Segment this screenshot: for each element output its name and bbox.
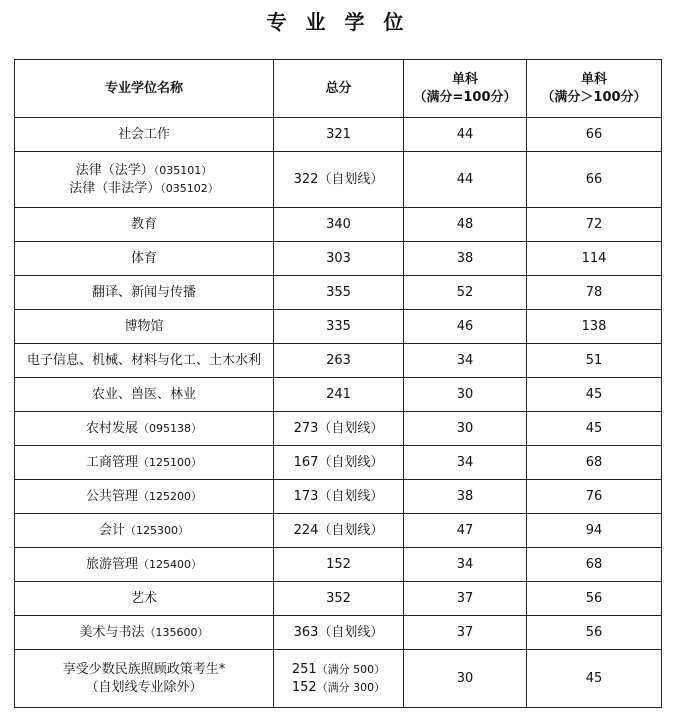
degree-name-cell	[15, 310, 274, 344]
degree-name: 公共管理	[85, 488, 138, 504]
single-100-cell: 44	[404, 152, 527, 208]
degree-name-cell	[15, 650, 274, 708]
total-note: （满分 300）	[316, 680, 386, 694]
degree-name: 法律（非法学）	[69, 180, 161, 196]
degree-name-line	[15, 180, 273, 198]
single-100-cell: 37	[404, 616, 527, 650]
total-note: （自划线）	[318, 171, 384, 187]
degree-code: （035102）	[160, 181, 219, 195]
total-score: 241	[326, 386, 351, 402]
single-gt100-cell: 56	[527, 616, 662, 650]
degree-name-cell	[15, 378, 274, 412]
single-gt100-cell: 68	[527, 548, 662, 582]
page-title: 专 业 学 位	[266, 10, 410, 34]
total-score: 352	[326, 590, 351, 606]
single-100-cell: 34	[404, 548, 527, 582]
single-100-cell: 38	[404, 480, 527, 514]
total-cell	[274, 152, 404, 208]
table-row	[15, 242, 662, 276]
degree-name-cell	[15, 548, 274, 582]
single-gt100-cell: 45	[527, 650, 662, 708]
degree-name-line	[15, 162, 273, 180]
degree-name: 农村发展	[85, 420, 138, 436]
degree-code: （125300）	[125, 523, 189, 537]
total-score: 173	[293, 488, 319, 504]
degree-code: （095138）	[138, 421, 202, 435]
total-line	[274, 661, 403, 679]
degree-name: 社会工作	[117, 126, 170, 142]
total-cell	[274, 242, 404, 276]
table-row	[15, 582, 662, 616]
degree-name-cell	[15, 152, 274, 208]
degree-name-note: （自划线专业除外）	[85, 679, 203, 695]
total-score: 335	[326, 318, 351, 334]
total-cell	[274, 480, 404, 514]
degree-code: （135600）	[144, 625, 209, 639]
header-single-100-label: 单科	[451, 71, 478, 87]
degree-code: （035101）	[153, 163, 213, 177]
total-cell	[274, 276, 404, 310]
single-100-cell: 30	[404, 378, 527, 412]
degree-name: 法律（法学）	[75, 162, 154, 178]
total-cell	[274, 616, 404, 650]
header-single-100	[404, 60, 527, 118]
degree-code: （125400）	[138, 557, 202, 571]
single-gt100-cell: 94	[527, 514, 662, 548]
total-note: （自划线）	[318, 454, 384, 470]
single-gt100-cell: 45	[527, 412, 662, 446]
single-gt100-cell: 45	[527, 378, 662, 412]
table-row	[15, 208, 662, 242]
degree-name: 旅游管理	[85, 556, 138, 572]
table-row	[15, 412, 662, 446]
total-score: 273	[293, 420, 319, 436]
total-score: 340	[326, 216, 351, 232]
total-score: 263	[326, 352, 351, 368]
degree-name: 农业、兽医、林业	[91, 386, 196, 402]
degree-name-cell	[15, 412, 274, 446]
total-note: （自划线）	[318, 420, 384, 436]
single-100-cell: 48	[404, 208, 527, 242]
single-100-cell: 30	[404, 412, 527, 446]
degree-name: 享受少数民族照顾政策考生*	[62, 661, 226, 677]
single-gt100-cell: 56	[527, 582, 662, 616]
header-single-gt100-note: （满分＞100分）	[541, 89, 647, 105]
total-score: 167	[293, 454, 319, 470]
total-cell	[274, 412, 404, 446]
single-gt100-cell: 76	[527, 480, 662, 514]
total-cell	[274, 446, 404, 480]
table-row	[15, 152, 662, 208]
single-100-cell: 52	[404, 276, 527, 310]
degree-name-cell	[15, 276, 274, 310]
total-cell	[274, 344, 404, 378]
single-gt100-cell: 78	[527, 276, 662, 310]
total-note: （自划线）	[318, 624, 384, 640]
header-single-100-note: （满分=100分）	[413, 89, 517, 105]
total-score: 321	[326, 126, 351, 142]
table-row	[15, 276, 662, 310]
degree-name-cell	[15, 582, 274, 616]
header-single-gt100-label: 单科	[580, 71, 607, 87]
total-score: 303	[326, 250, 351, 266]
table-row	[15, 650, 662, 708]
total-score: 322	[293, 171, 319, 187]
degree-name-cell	[15, 208, 274, 242]
degree-name: 体育	[130, 250, 157, 266]
header-single-gt100	[527, 60, 662, 118]
total-cell	[274, 208, 404, 242]
degree-name-cell	[15, 446, 274, 480]
degree-name: 翻译、新闻与传播	[91, 284, 196, 300]
degree-name-cell	[15, 514, 274, 548]
single-gt100-cell: 72	[527, 208, 662, 242]
single-100-cell: 38	[404, 242, 527, 276]
total-cell	[274, 650, 404, 708]
single-100-cell: 30	[404, 650, 527, 708]
single-100-cell: 34	[404, 446, 527, 480]
total-score: 363	[293, 624, 319, 640]
table-header-row	[15, 60, 662, 118]
total-note: （满分 500）	[316, 662, 386, 676]
degree-name-cell	[15, 344, 274, 378]
score-table	[14, 59, 662, 708]
header-name: 专业学位名称	[15, 60, 274, 118]
degree-name-cell	[15, 242, 274, 276]
degree-code: （125100）	[138, 455, 202, 469]
total-cell	[274, 582, 404, 616]
single-100-cell: 37	[404, 582, 527, 616]
single-gt100-cell: 66	[527, 152, 662, 208]
total-cell	[274, 310, 404, 344]
single-gt100-cell: 68	[527, 446, 662, 480]
single-100-cell: 34	[404, 344, 527, 378]
total-score: 152	[326, 556, 351, 572]
total-score: 251	[291, 661, 317, 677]
table-row	[15, 118, 662, 152]
total-note: （自划线）	[318, 488, 384, 504]
total-note: （自划线）	[318, 522, 384, 538]
degree-name: 艺术	[130, 590, 157, 606]
table-row	[15, 344, 662, 378]
single-100-cell: 46	[404, 310, 527, 344]
degree-name-cell	[15, 118, 274, 152]
total-line	[274, 679, 403, 697]
table-row	[15, 378, 662, 412]
table-row	[15, 548, 662, 582]
table-row	[15, 310, 662, 344]
table-row	[15, 480, 662, 514]
table-row	[15, 446, 662, 480]
degree-name-cell	[15, 616, 274, 650]
degree-name: 电子信息、机械、材料与化工、土木水利	[26, 352, 261, 368]
header-total: 总分	[274, 60, 404, 118]
degree-name: 会计	[98, 522, 125, 538]
degree-name: 美术与书法	[79, 624, 145, 640]
single-gt100-cell: 51	[527, 344, 662, 378]
total-cell	[274, 514, 404, 548]
single-gt100-cell: 114	[527, 242, 662, 276]
single-gt100-cell: 66	[527, 118, 662, 152]
single-100-cell: 44	[404, 118, 527, 152]
degree-name: 工商管理	[85, 454, 138, 470]
total-score: 152	[291, 679, 317, 695]
degree-code: （125200）	[138, 489, 202, 503]
degree-name: 教育	[130, 216, 157, 232]
total-cell	[274, 378, 404, 412]
single-gt100-cell: 138	[527, 310, 662, 344]
degree-name-cell	[15, 480, 274, 514]
table-row	[15, 514, 662, 548]
total-cell	[274, 118, 404, 152]
total-score: 355	[326, 284, 351, 300]
table-row	[15, 616, 662, 650]
total-score: 224	[293, 522, 319, 538]
single-100-cell: 47	[404, 514, 527, 548]
degree-name: 博物馆	[124, 318, 164, 334]
total-cell	[274, 548, 404, 582]
